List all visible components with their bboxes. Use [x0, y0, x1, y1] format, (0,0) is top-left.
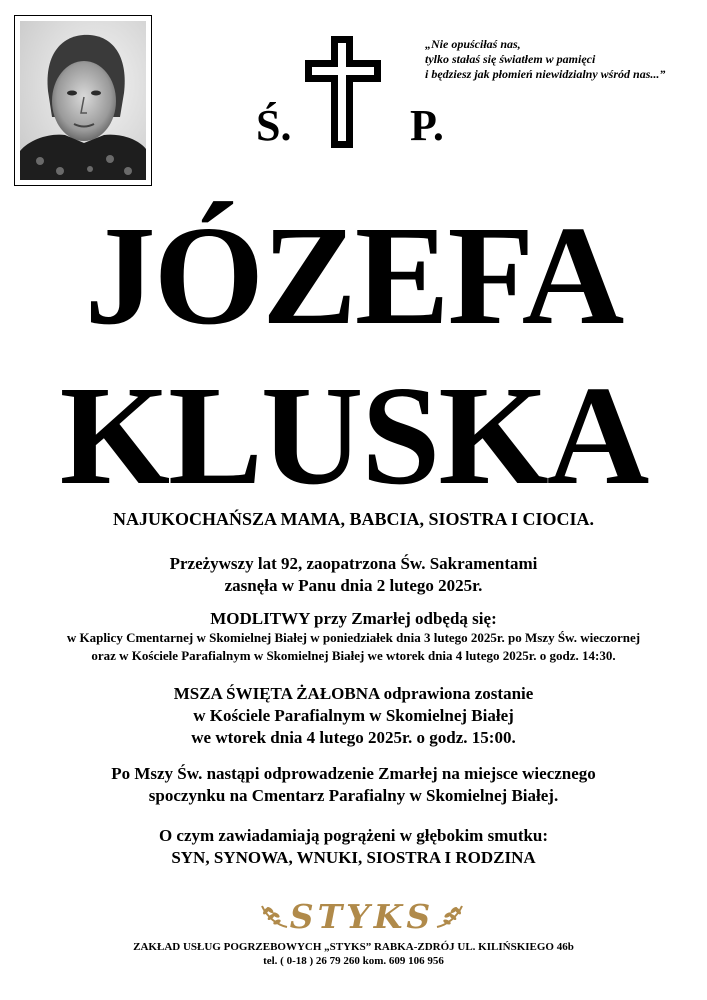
- death-info: [0, 553, 707, 597]
- deceased-first-name: JÓZEFA: [84, 196, 623, 354]
- portrait-photo: [20, 21, 146, 180]
- mass-line: w Kościele Parafialnym w Skomielnej Białej: [193, 706, 514, 725]
- laurel-right-icon: [435, 903, 465, 931]
- mass-line: MSZA ŚWIĘTA ŻAŁOBNA odprawiona zostanie: [173, 684, 534, 703]
- memorial-quote: [425, 37, 703, 82]
- mourners-notice: [0, 825, 707, 869]
- burial-info: [0, 763, 707, 807]
- burial-line: spoczynku na Cmentarz Parafialny w Skomielnej Białej.: [148, 786, 559, 805]
- portrait-photo-frame: [14, 15, 152, 186]
- prayers-line: w Kaplicy Cmentarnej w Skomielnej Białej w poniedziałek dnia 3 lutego 2025r. po Mszy Św. wieczornej: [66, 630, 641, 645]
- funeral-company-info: [0, 940, 707, 968]
- laurel-left-icon: [259, 903, 289, 931]
- burial-line: Po Mszy Św. nastąpi odprowadzenie Zmarłej na miejsce wiecznego: [111, 764, 596, 783]
- quote-line: tylko stałaś się światłem w pamięci: [425, 52, 596, 66]
- portrait-image: [20, 21, 146, 180]
- prayers-details: [0, 629, 707, 665]
- quote-line: i będziesz jak płomień niewidzialny wśród nas...”: [425, 67, 666, 81]
- notice-line: SYN, SYNOWA, WNUKI, SIOSTRA I RODZINA: [171, 848, 536, 867]
- death-info-line: zasnęła w Panu dnia 2 lutego 2025r.: [224, 576, 483, 595]
- relation-line: NAJUKOCHAŃSZA MAMA, BABCIA, SIOSTRA I CIOCIA.: [112, 509, 595, 529]
- funeral-mass-info: [0, 683, 707, 749]
- mass-line: we wtorek dnia 4 lutego 2025r. o godz. 15:00.: [191, 728, 516, 747]
- quote-line: „Nie opuściłaś nas,: [425, 37, 521, 51]
- logo-text: STYKS: [289, 897, 435, 936]
- abbrev-s: Ś.: [256, 101, 292, 150]
- death-info-line: Przeżywszy lat 92, zaopatrzona Św. Sakramentami: [169, 554, 538, 573]
- prayers-title: MODLITWY przy Zmarłej odbędą się:: [210, 609, 497, 628]
- notice-line: O czym zawiadamiają pogrążeni w głębokim smutku:: [158, 826, 549, 845]
- deceased-last-name: KLUSKA: [59, 356, 648, 514]
- abbrev-p: P.: [410, 101, 444, 150]
- company-phone: tel. ( 0-18 ) 26 79 260 kom. 609 106 956: [263, 955, 444, 967]
- cross-icon: [303, 34, 383, 150]
- company-address: ZAKŁAD USŁUG POGRZEBOWYCH „STYKS” RABKA-ZDRÓJ UL. KILIŃSKIEGO 46b: [133, 941, 574, 953]
- prayers-line: oraz w Kościele Parafialnym w Skomielnej Białej we wtorek dnia 4 lutego 2025r. o godz. 14:30.: [91, 648, 616, 663]
- styks-logo: [259, 897, 465, 937]
